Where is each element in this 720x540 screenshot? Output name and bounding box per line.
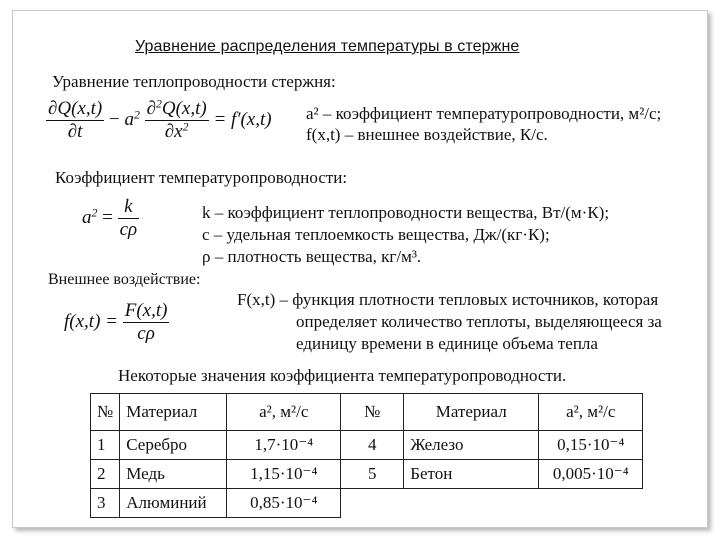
- cell-number-2: 5: [341, 460, 404, 489]
- cell-material-2: Бетон: [404, 460, 539, 489]
- cell-number: 2: [91, 460, 120, 489]
- cell-diffusivity: 0,85·10⁻⁴: [227, 489, 341, 518]
- conductivity-description: k – коэффициент теплопроводности вещества, Вт/(м·К);: [202, 203, 610, 222]
- cell-material: Серебро: [120, 431, 227, 460]
- cell-material: Алюминий: [120, 489, 227, 518]
- source-function-description-line3: единицу времени в единице объема тепла: [296, 334, 598, 353]
- heat-equation-formula: [46, 98, 272, 143]
- source-function-description-line2: определяет количество теплоты, выделяющееся за: [296, 312, 662, 331]
- heat-equation-heading: Уравнение теплопроводности стержня:: [52, 72, 336, 91]
- equals-sign: =: [102, 206, 113, 228]
- table-row: [91, 489, 643, 518]
- time-derivative-fraction: [46, 98, 104, 143]
- external-action-heading: Внешнее воздействие:: [48, 271, 201, 288]
- density-description: ρ – плотность вещества, кг/м³.: [202, 247, 422, 266]
- time-derivative-numerator: ∂Q(x,t): [48, 98, 103, 119]
- heat-capacity-description: c – удельная теплоемкость вещества, Дж/(кг·К);: [202, 225, 550, 244]
- external-action-formula: [64, 300, 169, 345]
- diffusivity-fraction: [118, 196, 140, 241]
- time-derivative-denominator: ∂t: [46, 120, 104, 143]
- heat-capacity-density-symbol: cρ: [119, 219, 138, 240]
- external-action-fraction: [123, 300, 170, 345]
- cell-number: 3: [91, 489, 120, 518]
- diffusivity-lhs: $a^2$: [82, 206, 98, 228]
- diffusivity-heading: Коэффициент температуропроводности:: [55, 168, 348, 187]
- cell-diffusivity: 1,7·10⁻⁴: [227, 431, 341, 460]
- diffusivity-description: a² – коэффициент температуропроводности, м²/с;: [306, 104, 662, 123]
- cell-number: 1: [91, 431, 120, 460]
- header-diffusivity: a², м²/с: [227, 394, 341, 431]
- cell-diffusivity-2: 0,15·10⁻⁴: [539, 431, 643, 460]
- conductivity-symbol: k: [124, 196, 133, 217]
- header-number-2: №: [341, 394, 404, 431]
- heat-capacity-density-symbol-2: cρ: [123, 322, 170, 345]
- diffusivity-table: [90, 393, 643, 518]
- diffusivity-symbol: $a^2$: [124, 108, 140, 130]
- space-derivative-denominator: $\partial x^2$: [145, 120, 209, 143]
- cell-diffusivity-2: 0,005·10⁻⁴: [539, 460, 643, 489]
- table-caption: Некоторые значения коэффициента температуропроводности.: [118, 366, 567, 385]
- cell-diffusivity: 1,15·10⁻⁴: [227, 460, 341, 489]
- header-number: №: [91, 394, 120, 431]
- external-action-lhs: f(x,t) =: [64, 310, 118, 332]
- header-material: Материал: [120, 394, 227, 431]
- source-density-symbol: F(x,t): [124, 300, 168, 321]
- external-action-description: f(x,t) – внешнее воздействие, К/с.: [306, 125, 548, 144]
- table-row: [91, 460, 643, 489]
- space-derivative-fraction: [145, 98, 209, 143]
- source-function-description-line1: F(x,t) – функция плотности тепловых источников, которая: [237, 290, 659, 309]
- cell-number-2: 4: [341, 431, 404, 460]
- heat-equation-rhs: = f′(x,t): [213, 108, 272, 130]
- header-material-2: Материал: [404, 394, 539, 431]
- header-diffusivity-2: a², м²/с: [539, 394, 643, 431]
- diffusivity-formula: [82, 196, 139, 241]
- table-header-row: [91, 394, 643, 431]
- space-derivative-numerator: ∂$^2$Q(x,t): [146, 97, 207, 119]
- page-title: Уравнение распределения температуры в стержне: [135, 38, 520, 55]
- cell-material-2: Железо: [404, 431, 539, 460]
- cell-material: Медь: [120, 460, 227, 489]
- minus-sign: −: [108, 108, 120, 130]
- table-row: [91, 431, 643, 460]
